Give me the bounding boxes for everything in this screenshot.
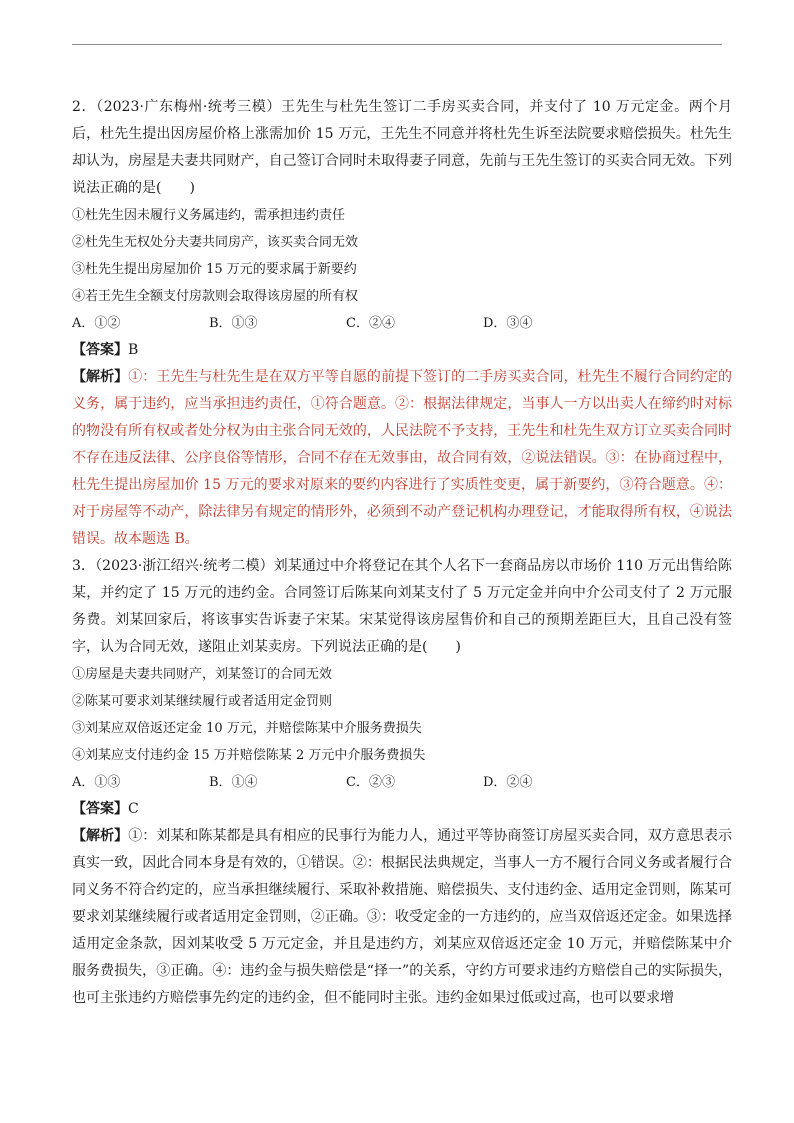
answer-value: C	[128, 801, 139, 817]
question-3-answer	[72, 796, 732, 823]
question-2-choice-a: A．①②	[72, 316, 121, 331]
question-2-stem: 2．（2023·广东梅州·统考三模）王先生与杜先生签订二手房买卖合同，并支付了 10 万元定金。两个月后，杜先生提出因房屋价格上涨需加价 15 万元，王先生不同意并将杜先生诉至法院要求赔偿损失。杜先生却认为，房屋是夫妻共同财产，自己签订合同时未取得妻子同意，先前与王先生签订的买卖合同无效。下列说法正确的是( )	[72, 99, 732, 196]
analysis-text-a: ①：王先生与杜先生是在双方平等自愿的前提下签订的二手房买卖合同，杜先生不履行合同约定的义务，属于违约，应当承担违约责任，①符合题意。②：根据法律规定，当事人一方以出卖人在缔约时对标的物没有所有权或者处分权为由主张合同无效的，人民法院不予支持，王先生和杜先生双方订立买卖合同时不存在违反法律、公序良俗等情形，合同不存在无效事由，故合同有效，②说法错误。③：在协商过程中，杜先生提出房屋加价 15 万元的要求对原来的要约内容进行了实质性变更，属于新要约，	[72, 369, 733, 493]
header-rule	[72, 44, 722, 45]
question-2-choices	[72, 310, 732, 337]
question-2-answer	[72, 337, 732, 364]
question-3-choice-b: B．①④	[209, 775, 258, 790]
analysis-text-highlight: ③符合题	[619, 477, 676, 493]
question-3-option-1: ①房屋是夫妻共同财产，刘某签订的合同无效	[72, 667, 333, 682]
analysis-tag: 【解析】	[72, 369, 129, 385]
analysis-text-b: 意。④：对于房屋等不动产，除法律另有规定的情形外，必须到不动产登记机构办理登记，才能取得所有权，④说法错误。故本题选 B。	[72, 477, 733, 547]
answer-tag: 【答案】	[72, 342, 128, 358]
question-2-analysis	[72, 364, 732, 553]
analysis-tag: 【解析】	[72, 828, 129, 844]
question-3	[72, 553, 732, 1012]
question-3-option-2: ②陈某可要求刘某继续履行或者适用定金罚则	[72, 694, 333, 709]
answer-value: B	[128, 342, 139, 358]
document-content	[72, 94, 732, 1012]
question-2-option-4: ④若王先生全额支付房款则会取得该房屋的所有权	[72, 289, 359, 304]
question-3-choice-d: D．②④	[483, 775, 533, 790]
question-2-choice-d: D．③④	[483, 316, 533, 331]
analysis-text: ①：刘某和陈某都是具有相应的民事行为能力人，通过平等协商签订房屋买卖合同，双方意思表示真实一致，因此合同本身是有效的，①错误。②：根据民法典规定，当事人一方不履行合同义务或者履行合同义务不符合约定的，应当承担继续履行、采取补救措施、赔偿损失、支付违约金、适用定金罚则，陈某可要求刘某继续履行或者适用定金罚则，②正确。③：收受定金的一方违约的，应当双倍返还定金。如果选择适用定金条款，因刘某收受 5 万元定金，并且是违约方，刘某应双倍返还定金 10 万元，并赔偿陈某中介服务费损失，③正确。④：违约金与损失赔偿是“择一”的关系，守约方可要求违约方赔偿自己的实际损失，也可主张违约方赔偿事先约定的违约金，但不能同时主张。违约金如果过低或过高，也可以要求增	[72, 828, 733, 1006]
question-3-analysis	[72, 823, 732, 1012]
question-2-option-3: ③杜先生提出房屋加价 15 万元的要求属于新要约	[72, 262, 357, 277]
question-2-option-2: ②杜先生无权处分夫妻共同房产，该买卖合同无效	[72, 235, 359, 250]
question-2	[72, 94, 732, 553]
answer-tag: 【答案】	[72, 801, 128, 817]
question-2-choice-c: C．②④	[346, 316, 395, 331]
question-3-stem: 3．（2023·浙江绍兴·统考二模）刘某通过中介将登记在其个人名下一套商品房以市场价 110 万元出售给陈某，并约定了 15 万元的违约金。合同签订后陈某向刘某支付了 5 万元定金并向中介公司支付了 2 万元服务费。刘某回家后，将该事实告诉妻子宋某。宋某觉得该房屋售价和自己的预期差距巨大，且自己没有签字，认为合同无效，遂阻止刘某卖房。下列说法正确的是( )	[72, 558, 732, 655]
question-2-option-1: ①杜先生因未履行义务属违约，需承担违约责任	[72, 208, 346, 223]
question-3-choice-a: A．①③	[72, 775, 121, 790]
question-2-choice-b: B．①③	[209, 316, 258, 331]
question-3-choices	[72, 769, 732, 796]
question-3-option-4: ④刘某应支付违约金 15 万并赔偿陈某 2 万元中介服务费损失	[72, 748, 426, 763]
question-3-option-3: ③刘某应双倍返还定金 10 万元，并赔偿陈某中介服务费损失	[72, 721, 422, 736]
question-3-choice-c: C．②③	[346, 775, 395, 790]
